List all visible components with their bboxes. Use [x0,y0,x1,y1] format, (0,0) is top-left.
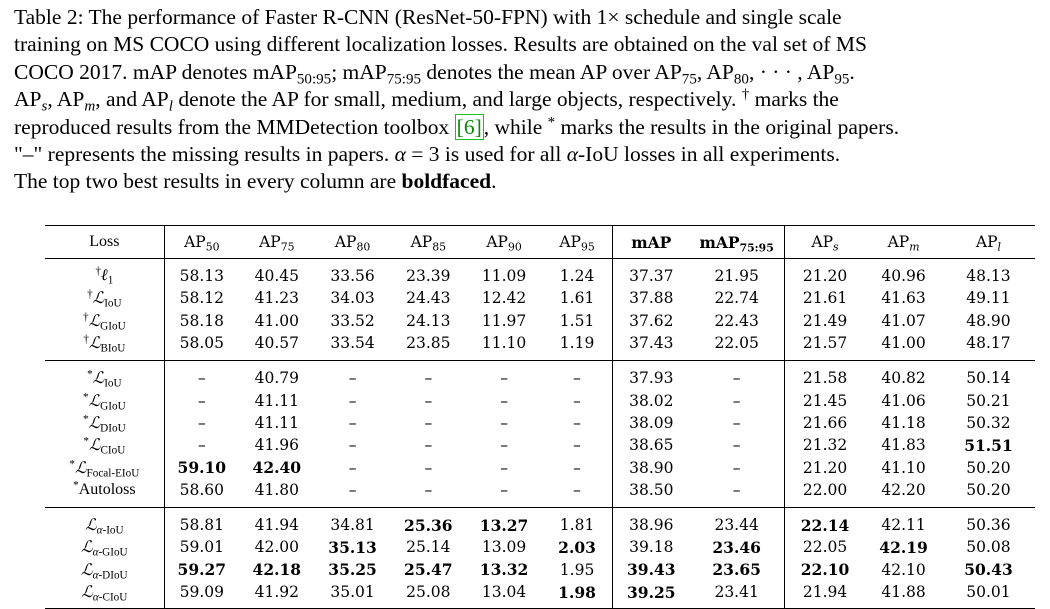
table-cell: 23.85 [406,334,451,353]
table-cell: 1.24 [542,259,613,288]
table-cell: – [424,391,433,410]
table-cell: 41.07 [881,311,926,330]
table-cell: 41.18 [881,413,926,432]
table-cell: – [689,361,784,390]
table-cell: 11.97 [481,311,527,330]
table-cell: – [348,480,357,499]
table-row [45,332,1035,361]
table-cell: 21.61 [802,289,848,308]
table-cell: 40.79 [239,361,315,390]
table-cell: 23.65 [689,559,784,581]
table-cell: – [348,458,357,477]
table-cell: 21.32 [802,436,848,455]
table-cell: 38.02 [613,389,690,411]
table-cell: – [500,458,508,477]
table-cell: 22.10 [800,560,850,580]
table-cell: 22.74 [689,287,784,309]
table-cell: 21.20 [784,259,865,288]
table-cell: 41.00 [254,311,300,330]
table-cell: 1.81 [542,507,613,536]
table-row [45,507,1035,536]
table-cell: 37.43 [613,332,690,361]
table-cell: 21.66 [802,413,848,432]
table-cell: 41.96 [254,436,300,455]
table-cell: 50.20 [966,458,1011,477]
table-row [45,456,1035,478]
caption-line-3: COCO 2017. mAP denotes mAP$_{50:95}$; mAP$_{75:95}$ denotes the mean AP over $AP_{75}$, $AP_{80}$, · · · , $AP_{95}$. [14,59,855,88]
table-cell: 42.40 [252,458,302,478]
header-ap50: $AP_{50}$ [164,226,239,259]
table-cell: 21.94 [784,581,865,609]
table-cell: 35.01 [315,581,391,609]
table-cell: – [500,436,508,455]
header-ap90: $AP_{90}$ [466,226,542,259]
header-ap75: $AP_{75}$ [239,226,315,259]
header-loss: Loss [45,226,164,259]
table-cell: 41.80 [254,480,300,499]
table-cell: – [573,458,581,477]
table-row [45,259,1035,288]
table-cell: 1.19 [559,334,595,353]
header-ap95: $AP_{95}$ [542,226,613,259]
caption-line-5: reproduced results from the MMDetection toolbox [6], while * marks the results in the original papers. [14,114,900,139]
table-cell: – [348,436,357,455]
table-cell: 38.50 [613,479,690,508]
loss-name: ℒ$_{\alpha-CIoU}$ [45,581,164,609]
header-ap85: $AP_{85}$ [390,226,466,259]
table-cell: 23.44 [689,507,784,536]
table-cell: 23.46 [689,536,784,558]
table-cell: 33.56 [315,259,391,288]
table-row [45,536,1035,558]
table-cell: 58.12 [164,287,239,309]
table-cell: 41.83 [881,436,926,455]
table-cell: 25.14 [406,538,451,557]
header-apl: $AP_l$ [942,226,1035,259]
table-cell: 22.14 [784,507,865,536]
table-cell: 38.65 [613,434,690,456]
header-apm: $AP_m$ [865,226,942,259]
table-cell: 24.13 [406,311,451,330]
table-cell: 33.54 [330,334,375,353]
table-cell: – [424,413,433,432]
table-cell: 25.08 [390,581,466,609]
table-cell: 41.11 [254,391,300,410]
table-caption [14,4,1038,196]
table-cell: – [500,391,508,410]
table-cell: 50.20 [966,480,1011,499]
table-cell: 48.90 [966,311,1011,330]
table-cell: 34.81 [315,507,391,536]
loss-name: *ℒ$_{GIoU}$ [83,391,126,412]
table-cell: 42.20 [881,480,926,499]
results-table [45,225,1035,609]
caption-line-1: Table 2: The performance of Faster R-CNN (ResNet-50-FPN) with 1× schedule and single scale [14,5,842,29]
table-cell: 33.52 [330,311,375,330]
table-cell: 22.05 [689,332,784,361]
table-cell: 1.61 [559,289,595,308]
table-cell: 40.45 [239,259,315,288]
table-cell: 59.01 [164,536,239,558]
table-cell: – [689,412,784,434]
table-cell: 21.45 [802,391,848,410]
table-cell: – [573,480,581,499]
table-cell: 39.18 [613,536,690,558]
table-cell: 41.23 [254,289,300,308]
table-cell: 37.93 [613,361,690,390]
table-row [45,581,1035,609]
table-cell: – [573,413,581,432]
table-row [45,287,1035,309]
table-cell: 59.27 [164,559,239,581]
loss-name: ℒ$_{\alpha-IoU}$ [45,507,164,536]
table-cell: 25.47 [404,560,453,580]
table-cell: 41.94 [239,507,315,536]
table-cell: 41.92 [239,581,315,609]
table-cell: 41.11 [254,413,300,432]
table-row [45,559,1035,581]
table-cell: 21.49 [802,311,848,330]
table-cell: 41.88 [865,581,942,609]
table-cell: 25.36 [390,507,466,536]
table-cell: – [164,361,239,390]
table-cell: – [466,361,542,390]
table-cell: 22.05 [802,538,848,557]
table-cell: 11.10 [481,334,527,353]
table-cell: 12.42 [481,289,527,308]
table-row [45,434,1035,456]
table-cell: – [164,389,239,411]
table-cell: – [500,480,508,499]
table-cell: 37.62 [613,310,690,332]
table-cell: 41.00 [881,334,926,353]
table-cell: 58.60 [164,479,239,508]
table-cell: 21.57 [802,334,848,353]
table-cell: 24.43 [406,289,451,308]
table-cell: 48.17 [966,334,1011,353]
caption-line-2: training on MS COCO using different localization losses. Results are obtained on the val set of MS [14,32,867,57]
table-cell: – [390,361,466,390]
table-cell: – [689,479,784,508]
table-cell: – [164,434,239,456]
header-row [45,226,1035,259]
table-row [45,361,1035,390]
table-cell: 59.09 [164,581,239,609]
table-cell: 40.82 [865,361,942,390]
table-cell: 42.11 [865,507,942,536]
table-cell: 48.13 [942,259,1035,288]
table-cell: 21.95 [689,259,784,288]
table-cell: – [542,361,613,390]
table-cell: 2.03 [558,537,596,557]
table-cell: – [689,456,784,478]
table-cell: 50.36 [942,507,1035,536]
table-cell: – [689,389,784,411]
table-row [45,479,1035,508]
table-cell: 11.09 [466,259,542,288]
loss-name: *Autoloss [73,479,136,498]
table-cell: 37.88 [613,287,690,309]
table-cell: – [500,413,508,432]
table-row [45,389,1035,411]
table-cell: 37.37 [613,259,690,288]
header-ap80: $AP_{80}$ [315,226,391,259]
table-cell: 40.96 [865,259,942,288]
table-cell: – [348,413,357,432]
loss-name: *ℒ$_{DIoU}$ [83,413,126,435]
table-cell: 58.05 [164,332,239,361]
table-cell: 1.95 [559,560,595,579]
table-cell: 13.27 [466,507,542,536]
loss-name: *ℒ$_{CIoU}$ [83,435,126,457]
table-cell: 58.13 [164,259,239,288]
table-cell: 49.11 [966,289,1011,308]
table-cell: – [315,361,391,390]
table-cell: 40.57 [254,334,300,353]
caption-line-7: The top two best results in every column are boldfaced. [14,169,497,194]
table-cell: – [348,391,357,410]
header-map: mAP [613,226,690,259]
table-cell: 22.43 [689,310,784,332]
table-cell: – [573,436,581,455]
header-aps: $AP_s$ [784,226,865,259]
loss-name: †ℓ$_1$ [45,259,164,288]
table-cell: 42.00 [254,538,300,557]
caption-line-6: "–" represents the missing results in papers. α = 3 is used for all α-IoU losses in all experiments. [14,142,841,167]
loss-name: †ℒ$_{BIoU}$ [83,333,126,355]
table-cell: 50.21 [966,391,1011,410]
table-cell: 38.09 [613,412,690,434]
table-cell: 51.51 [964,435,1013,455]
table-cell: 1.98 [542,581,613,609]
table-cell: 50.32 [966,413,1011,432]
table-cell: – [689,434,784,456]
table-cell: 23.39 [390,259,466,288]
table-cell: 21.58 [784,361,865,390]
table-cell: – [424,480,433,499]
table-row [45,412,1035,434]
header-map7595: mAP$_{75:95}$ [689,226,784,259]
table-cell: 50.43 [964,560,1013,580]
loss-name: †ℒ$_{GIoU}$ [83,311,126,333]
table-cell: 23.41 [689,581,784,609]
table-row [45,310,1035,332]
loss-name: ℒ$_{\alpha-DIoU}$ [81,561,128,582]
table-cell: – [164,412,239,434]
loss-name: *ℒ$_{IoU}$ [45,361,164,390]
loss-name: ℒ$_{\alpha-GIoU}$ [81,539,128,559]
table-cell: 35.13 [328,537,377,557]
table-cell: 22.00 [802,480,848,499]
table-cell: – [424,436,433,455]
table-cell: 34.03 [330,289,375,308]
table-cell: 58.81 [164,507,239,536]
table-cell: 42.18 [252,560,302,580]
table-cell: – [573,391,581,410]
table-cell: 39.43 [613,559,690,581]
table-cell: 50.01 [942,581,1035,609]
loss-name: †ℒ$_{IoU}$ [87,288,122,310]
caption-line-4: $AP_s$, $AP_m$, and $AP_l$ denote the AP for small, medium, and large objects, respectively. † marks the [14,86,839,115]
table-cell: 13.04 [466,581,542,609]
table-cell: 58.18 [164,310,239,332]
table-cell: 41.10 [881,458,926,477]
table-cell: 41.63 [881,289,926,308]
table-cell: 42.19 [879,537,928,557]
table-cell: 39.25 [613,581,690,609]
citation-link[interactable]: [6] [456,114,482,139]
table-cell: 50.14 [942,361,1035,390]
table-cell: 50.08 [966,538,1011,557]
table-cell: 13.32 [479,560,529,580]
table-cell: 38.96 [613,507,690,536]
table-cell: 59.10 [164,456,239,478]
table-cell: 21.20 [802,458,848,477]
table-cell: 1.51 [559,311,595,330]
table-cell: 35.25 [328,560,377,580]
table-cell: 42.10 [881,560,926,579]
loss-name: *ℒ$_{Focal-EIoU}$ [69,457,140,479]
table-cell: 13.09 [481,538,527,557]
table-cell: 41.06 [881,391,926,410]
table-cell: 38.90 [613,456,690,478]
table-cell: – [424,458,433,477]
